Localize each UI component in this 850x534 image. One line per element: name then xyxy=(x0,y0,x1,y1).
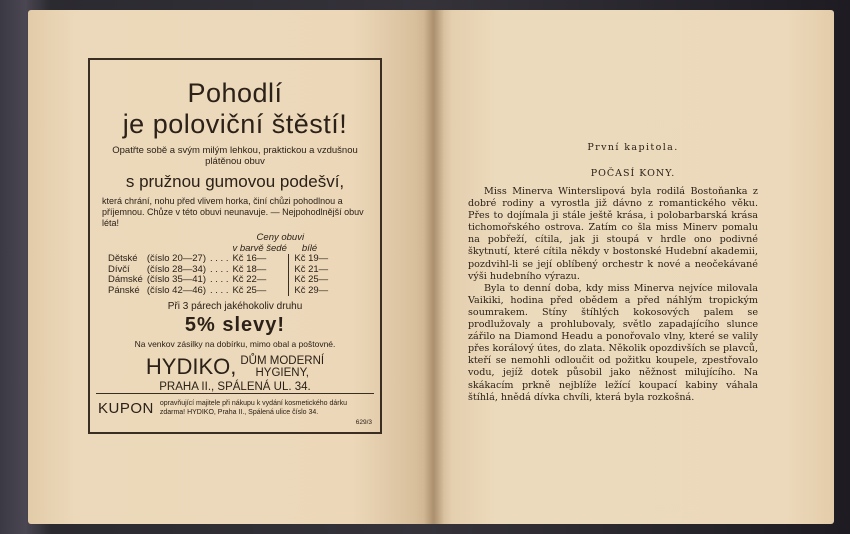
price-sizes: (číslo 42—46) xyxy=(146,284,206,296)
coupon-text: opravňující majitele při nákupu k vydání kosmetického dárku zdarma! HYDIKO, Praha II., Spálená ulice číslo 34. xyxy=(159,400,347,416)
price-col-grey: v barvě šedé xyxy=(232,242,287,254)
ad-brand-sub-1: DŮM MODERNÍ xyxy=(240,355,325,367)
price-name: Dětské xyxy=(108,253,138,264)
ad-shipping: Na venkov zásilky na dobírku, mimo obal a poštovné. xyxy=(134,339,336,349)
coupon-code: 629/3 xyxy=(355,419,372,426)
coupon-word: KUPON xyxy=(98,400,154,417)
ad-description: která chrání, nohu před vlivem horka, činí chůzi pohodlnou a příjemnou. Chůze v této obuvi neunavuje. — Nejpohodlnější obuv léta! xyxy=(102,196,364,228)
price-white: Kč 29— xyxy=(289,286,330,297)
price-name: Pánské xyxy=(108,284,140,296)
chapter-body xyxy=(468,186,758,404)
table-row xyxy=(106,254,330,265)
price-table xyxy=(106,233,330,296)
ad-brand-sub xyxy=(240,355,324,379)
coupon xyxy=(96,394,374,421)
coupon-section xyxy=(96,393,374,426)
ad-brand-line xyxy=(100,355,370,379)
price-name: Dívčí xyxy=(108,263,130,275)
paragraph: Byla to denní doba, kdy miss Minerva nejvíce milovala Vaikiki, hodina před obědem a před náhlým tropickým soumrakem. Stíny štíhlých kokosových palem se prodlužovaly a prohlubovaly, světlo zapadajícího slunce zářilo na Diamond Headu a ponořovalo vlny, které se valily přes korálový útes, do zlata. Několik opozdivších se plavců, kteří se nemohli odloučit od požitku koupele, zpestřovalo vodu, jejíž dotek působil jako něžnost milujícího. Na skákacím prkně nejblíže ležící koupací kabiny váhala štíhlá, hnědá dívka chvíli, která byla rozkošná. xyxy=(468,282,758,403)
ad-headline-2: je poloviční štěstí! xyxy=(122,109,348,139)
price-sizes: (číslo 28—34) xyxy=(146,263,206,275)
ad-intro: Opatřte sobě a svým milým lehkou, praktickou a vzdušnou plátěnou obuv xyxy=(112,145,358,167)
price-dots: . . . . xyxy=(209,284,229,296)
ad-headline-1: Pohodlí xyxy=(187,78,283,108)
price-dots: . . . . xyxy=(209,253,229,264)
ad-feature: s pružnou gumovou podešví, xyxy=(125,172,345,191)
ad-discount: 5% slevy! xyxy=(184,314,286,336)
chapter-number: První kapitola. xyxy=(587,142,679,153)
price-grey: Kč 22— xyxy=(232,274,267,285)
ad-condition: Při 3 párech jakéhokoliv druhu xyxy=(167,301,303,312)
price-sizes: (číslo 20—27) xyxy=(146,253,206,264)
ad-brand-sub-2: HYGIENY, xyxy=(255,367,309,379)
price-header: Ceny obuvi xyxy=(256,232,305,243)
price-white: Kč 21— xyxy=(289,265,330,276)
ad-brand: HYDIKO, xyxy=(145,354,237,379)
table-row xyxy=(106,286,330,297)
ad-address: PRAHA II., SPÁLENÁ UL. 34. xyxy=(159,381,311,393)
price-grey: Kč 25— xyxy=(232,284,267,296)
book-gutter xyxy=(424,10,444,524)
price-sizes: (číslo 35—41) xyxy=(146,274,206,285)
price-white: Kč 19— xyxy=(289,254,330,265)
price-white: Kč 25— xyxy=(289,275,330,286)
advertisement-box xyxy=(88,58,382,434)
price-name: Dámské xyxy=(108,274,143,285)
price-grey: Kč 16— xyxy=(232,253,267,264)
chapter-title: POČASÍ KONY. xyxy=(590,168,676,179)
price-col-white: bílé xyxy=(301,242,318,254)
paragraph: Miss Minerva Winterslipová byla rodilá Bostoňanka z dobré rodiny a vyrostla již dávno z romantického věku. Přes to dojímala ji stále ještě krása, i polobarbarská krása tichomořského ostrova. Zatím co šla miss Minerv pomalu na pobřeží, cítila, jak ji stoupá v hrdle ono podivné škytnutí, které cítila někdy v bostonské Hudební akademii, pozdvihl-li se její oblíbený orchestr k nové a neočekávané výši hudebního výrazu. xyxy=(468,186,758,282)
price-dots: . . . . xyxy=(209,263,229,275)
price-dots: . . . . xyxy=(209,274,229,285)
table-row xyxy=(106,275,330,286)
price-grey: Kč 18— xyxy=(232,263,267,275)
